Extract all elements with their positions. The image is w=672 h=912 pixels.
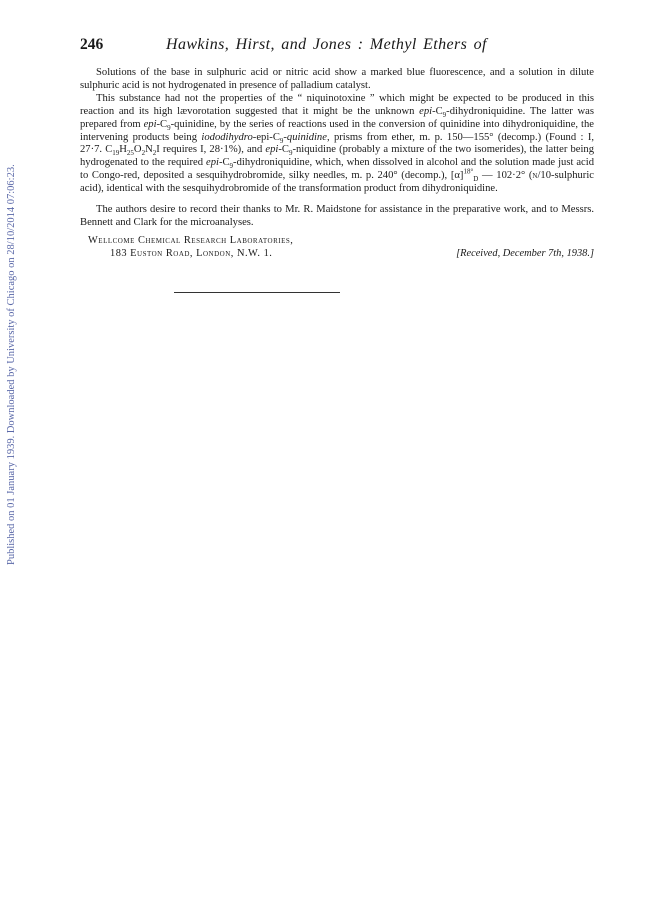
journal-page [80,36,594,262]
page-number: 246 [80,36,104,53]
address-block [80,234,594,262]
laboratory-address: 183 Euston Road, London, N.W. 1. [110,247,273,259]
paragraph-acknowledgements: The authors desire to record their thanks to Mr. R. Maidstone for assistance in the preparative work, and to Messrs. Bennett and Clark for the microanalyses. [80,204,594,228]
end-rule [174,292,340,293]
paragraph-discussion: This substance had not the properties of the “ niquinotoxine ” which might be expected to be produced in this reaction and its high lævorotation suggested that it might be the unknown epi-$C_9$-dihydroniquidine. The latter was prepared from epi-$C_9$-quinidine, by the series of reactions used in the conversion of quinidine into dihydroniquidine, the intervening products being iododihydro-$epi-C_9$-quinidine, prisms from ether, m. p. 150—155° (decomp.) (Found : I, 27·7. $C_{19}H_{25}O_2N_2I$ requires I, 28·1%), and epi-$C_9$-niquidine (probably a mixture of the two isomerides), the latter being hydrogenated to the required epi-$C_9$-dihydroniquidine, which, when dissolved in alcohol and the solution made just acid to Congo-red, deposited a sesquihydrobromide, silky needles, m. p. 240° (decomp.), $[\alpha]^{18^\circ}_D$ — 102·2° (n/10-sulphuric acid), identical with the sesquihydrobromide of the transformation product from dihydroniquidine. [80,92,595,195]
running-title: Hawkins, Hirst, and Jones : Methyl Ethers of [166,36,487,53]
paragraph-fluorescence: Solutions of the base in sulphuric acid or nitric acid show a marked blue fluorescence, and a solution in dilute sulphuric acid is not hydrogenated in presence of palladium catalyst. [80,67,594,91]
laboratory-name: Wellcome Chemical Research Laboratories, [88,234,294,246]
running-head [80,36,594,62]
publication-stamp: Published on 01 January 1939. Downloaded by University of Chicago on 28/10/2014 07:06:23. [6,164,17,566]
received-date: [Received, December 7th, 1938.] [456,247,594,259]
